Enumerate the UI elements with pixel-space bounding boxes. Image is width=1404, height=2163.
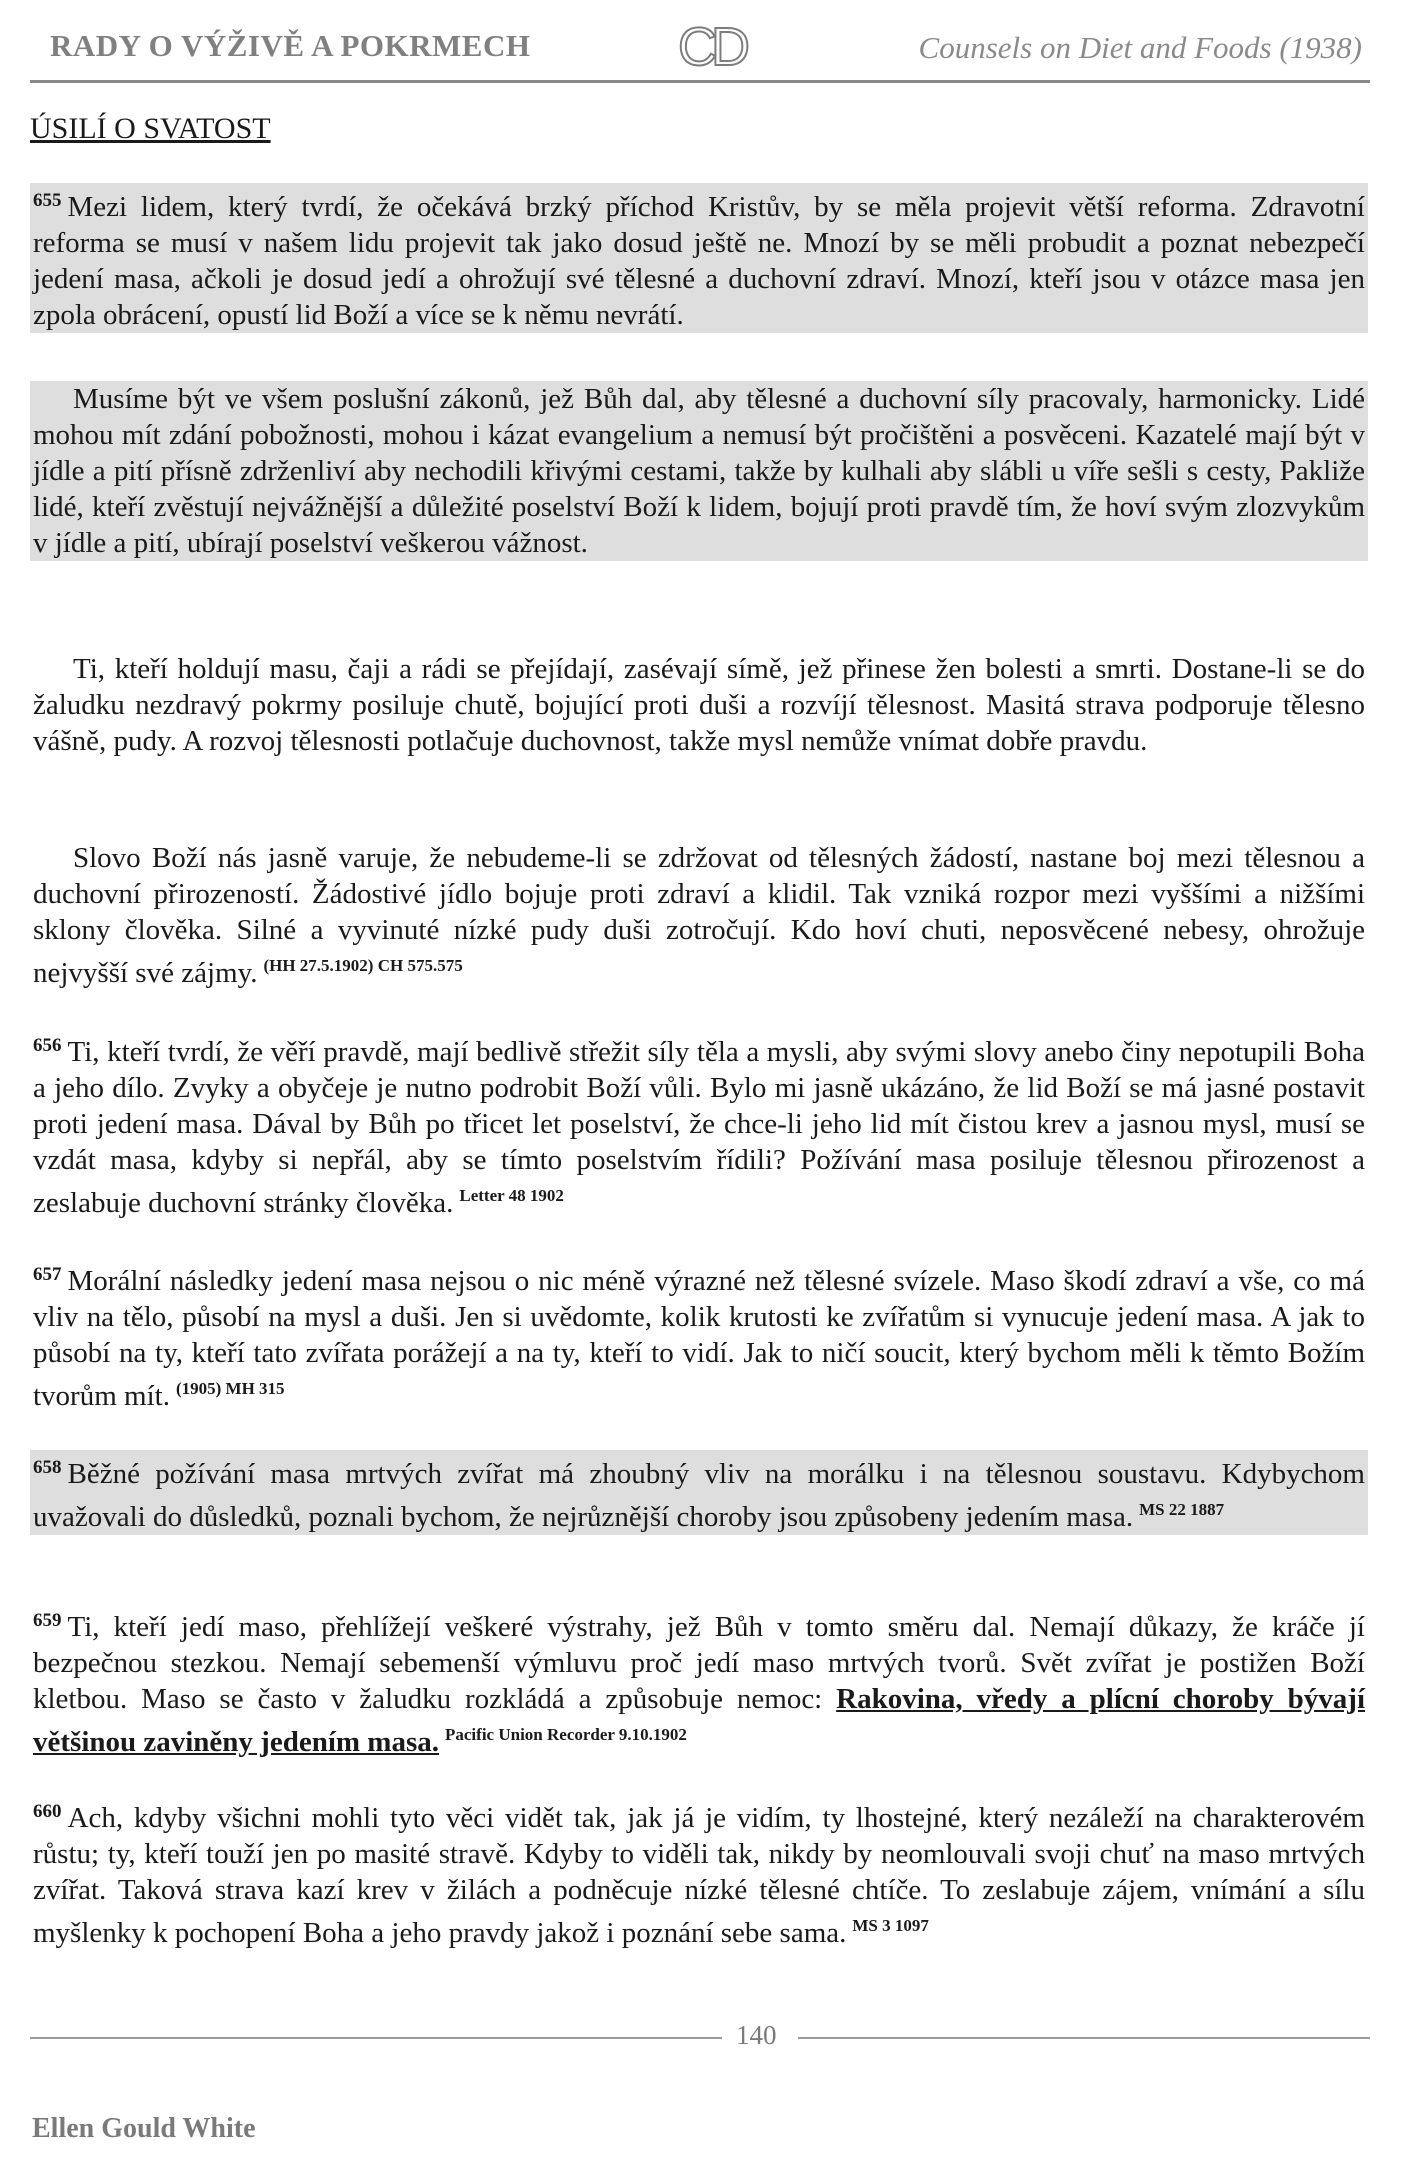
source-reference: Pacific Union Recorder 9.10.1902: [445, 1725, 687, 1744]
paragraph-number: 659: [33, 1610, 62, 1631]
paragraph-658: [30, 1450, 1368, 1535]
source-reference: (HH 27.5.1902) CH 575.575: [263, 956, 463, 975]
paragraph-number: 656: [33, 1035, 62, 1056]
paragraph-text: Musíme být ve všem poslušní zákonů, jež Bůh dal, aby tělesné a duchovní síly pracovaly, harmonicky. Lidé mohou mít zdání pobožnosti, mohou i kázat evangelium a nemusí být pročištěni a posvěceni. Kazatelé mají být v jídle a pití přísně zdrženliví aby nechodili křivými cestami, takže by kulhali aby slábli u víře sešli s cesty, Pakliže lidé, kteří zvěstují nejvážnější a důležité poselství Boží k lidem, bojují proti pravdě tím, že hoví svým zlozvykům v jídle a pití, ubírají poselství veškerou vážnost.: [33, 383, 1365, 559]
paragraph-number: 658: [33, 1457, 62, 1478]
paragraph-660: [30, 1794, 1368, 1951]
page-header: [30, 18, 1370, 83]
paragraph-text: Slovo Boží nás jasně varuje, že nebudeme-li se zdržovat od tělesných žádostí, nastane boj mezi tělesnou a duchovní přirozeností. Žádostivé jídlo bojuje proti zdraví a klidil. Tak vzniká rozpor mezi vyššími a nižšími sklony člověka. Silné a vyvinuté nízké pudy duši zotročují. Kdo hoví chuti, neposvěcené nebesy, ohrožuje nejvyšší své zájmy.: [33, 842, 1365, 989]
source-reference: Letter 48 1902: [459, 1186, 564, 1205]
paragraph-number: 657: [33, 1264, 62, 1285]
paragraph-655-continued-3: [30, 840, 1368, 991]
paragraph-text: Ti, kteří jedí maso, přehlížejí veškeré výstrahy, jež Bůh v tomto směru dal. Nemají důkazy, že kráče jí bezpečnou stezkou. Nemají sebemenší výmluvu proč jedí maso mrtvých tvorů. Svět zvířat je postižen Boží kletbou. Maso se často v žaludku rozkládá a způsobuje nemoc:: [33, 1611, 1365, 1715]
page-number: 140: [736, 2020, 777, 2050]
section-title: ÚSILÍ O SVATOST: [30, 112, 271, 145]
book-title-english: Counsels on Diet and Foods (1938): [918, 30, 1362, 65]
paragraph-text: Ti, kteří tvrdí, že věří pravdě, mají bedlivě střežit síly těla a mysli, aby svými slovy anebo činy nepotupili Boha a jeho dílo. Zvyky a obyčeje je nutno podrobit Boží vůli. Bylo mi jasně ukázáno, že lid Boží se má jasné postavit proti jedení masa. Dával by Bůh po třicet let poselství, že chce-li jeho lid mít čistou krev a jasnou mysl, musí se vzdát masa, kdyby si nepřál, aby se tímto poselstvím řídili? Požívání masa posiluje tělesnou přirozenost a zeslabuje duchovní stránky člověka.: [33, 1036, 1365, 1219]
paragraph-657: [30, 1257, 1368, 1414]
paragraph-text: Ti, kteří holdují masu, čaji a rádi se přejídají, zasévají símě, jež přinese žen bolesti a smrti. Dostane-li se do žaludku nezdravý pokrmy posiluje chutě, bojující proti duši a rozvíjí tělesnost. Masitá strava podporuje tělesno vášně, pudy. A rozvoj tělesnosti potlačuje duchovnost, takže mysl nemůže vnímat dobře pravdu.: [33, 653, 1365, 757]
footer-divider-right: [798, 2037, 1370, 2039]
paragraph-text: Morální následky jedení masa nejsou o nic méně výrazné než tělesné svízele. Maso škodí zdraví a vše, co má vliv na tělo, působí na mysl a duši. Jen si uvědomte, kolik krutosti ke zvířatům si vynucuje jedení masa. A jak to působí na ty, kteří tato zvířata porážejí a na ty, kteří to vidí. Jak to ničí soucit, který bychom měli k těmto Božím tvorům mít.: [33, 1265, 1365, 1412]
emphasized-text: Rakovina, vředy a plícní choroby bývají většinou zaviněny jedením masa.: [33, 1683, 1365, 1758]
footer-divider-left: [30, 2037, 722, 2039]
paragraph-text: Mezi lidem, který tvrdí, že očekává brzký příchod Kristův, by se měla projevit větší reforma. Zdravotní reforma se musí v našem lidu projevit tak jako dosud ještě ne. Mnozí by se měli probudit a poznat nebezpečí jedení masa, ačkoli je dosud jedí a ohrožují své tělesné a duchovní zdraví. Mnozí, kteří jsou v otázce masa jen zpola obrácení, opustí lid Boží a více se k němu nevrátí.: [33, 191, 1365, 331]
paragraph-number: 660: [33, 1801, 62, 1822]
source-reference: MS 3 1097: [852, 1916, 929, 1935]
author-name: Ellen Gould White: [32, 2113, 256, 2144]
paragraph-655-continued-2: [30, 651, 1368, 759]
source-reference: MS 22 1887: [1139, 1500, 1225, 1519]
paragraph-656: [30, 1028, 1368, 1221]
paragraph-text: Ach, kdyby všichni mohli tyto věci vidět tak, jak já je vidím, ty lhostejné, který nezáleží na charakterovém růstu; ty, kteří touží jen po masité stravě. Kdyby to viděli tak, nikdy by neomlouvali svoji chuť na maso mrtvých zvířat. Taková strava kazí krev v žilách a podněcuje nízké tělesné chtíče. To zeslabuje zájem, vnímání a sílu myšlenky k pochopení Boha a jeho pravdy jakož i poznání sebe sama.: [33, 1802, 1365, 1949]
book-title-czech: RADY O VÝŽIVĚ A POKRMECH: [50, 28, 531, 63]
cd-logo: CD: [678, 17, 744, 77]
paragraph-number: 655: [33, 190, 62, 211]
paragraph-text: Běžné požívání masa mrtvých zvířat má zhoubný vliv na morálku i na tělesnou soustavu. Kdybychom uvažovali do důsledků, poznali bychom, že nejrůznější choroby jsou způsobeny jedením masa.: [33, 1458, 1365, 1533]
paragraph-655: [30, 183, 1368, 333]
paragraph-659: [30, 1603, 1368, 1760]
paragraph-655-continued-1: [30, 381, 1368, 561]
source-reference: (1905) MH 315: [175, 1379, 285, 1398]
